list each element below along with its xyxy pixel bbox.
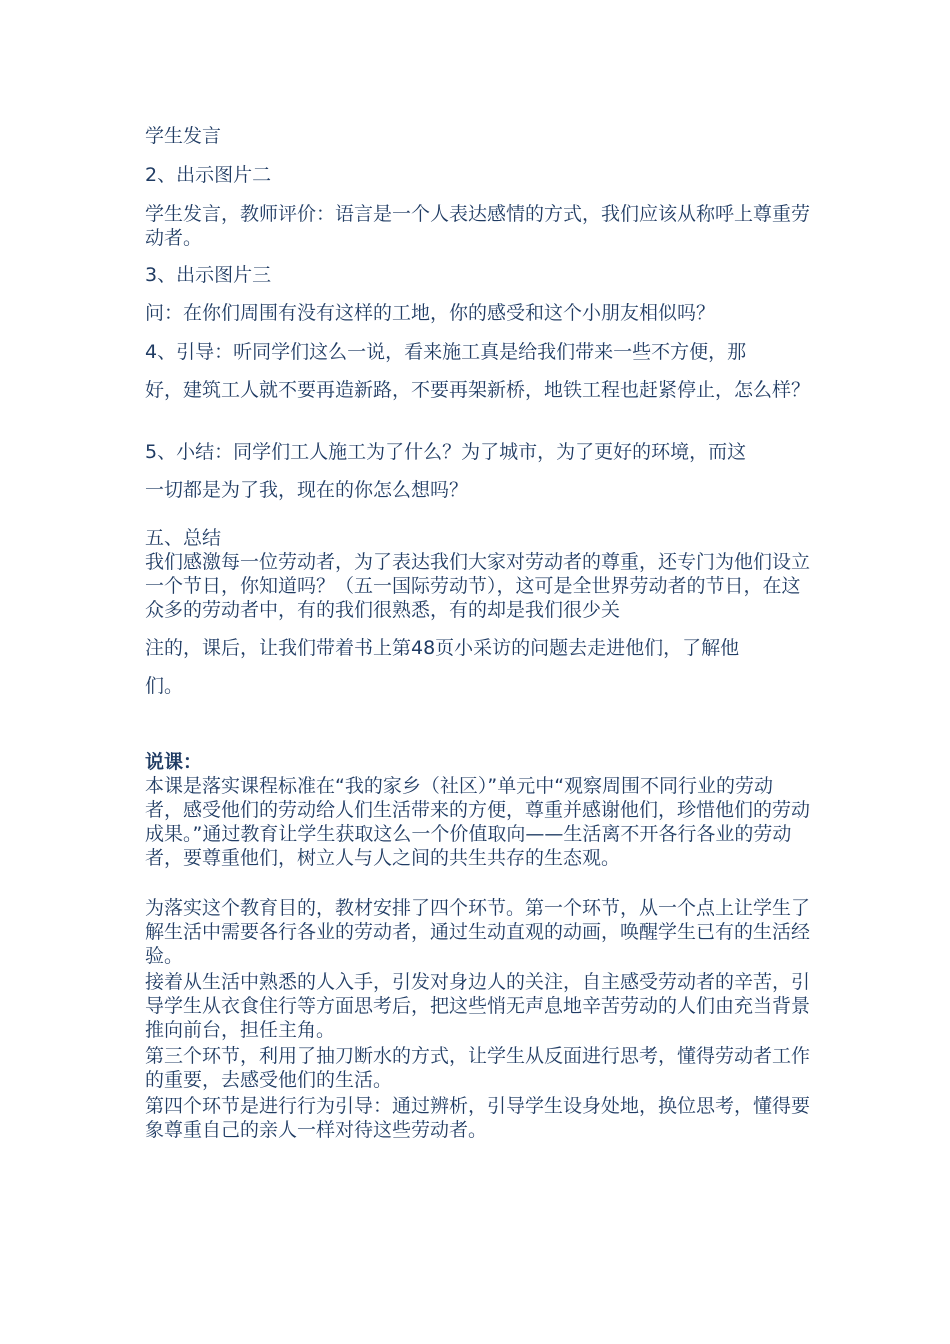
line-teacher-evaluation: 学生发言，教师评价：语言是一个人表达感情的方式，我们应该从称呼上尊重劳动者。 xyxy=(145,203,811,249)
paragraph-lecture-3: 接着从生活中熟悉的人入手，引发对身边人的关注，自主感受劳动者的辛苦，引导学生从衣食住行等方面思考后，把这些悄无声息地辛苦劳动的人们由充当背景推向前台，担任主角。 xyxy=(145,971,811,1041)
paragraph-lecture-1: 本课是落实课程标准在“我的家乡（社区）”单元中“观察周围不同行业的劳动者，感受他们的劳动给人们生活带来的方便，尊重并感谢他们，珍惜他们的劳动成果。”通过教育让学生获取这么一个价值取向——生活离不开各行各业的劳动者，要尊重他们，树立人与人之间的共生共存的生态观。 xyxy=(145,775,811,869)
paragraph-lecture-2: 为落实这个教育目的，教材安排了四个环节。第一个环节，从一个点上让学生了解生活中需要各行各业的劳动者，通过生动直观的动画，唤醒学生已有的生活经验。 xyxy=(145,897,811,967)
line-guide-1: 4、引导：听同学们这么一说，看来施工真是给我们带来一些不方便，那 xyxy=(145,341,747,363)
line-guide-2: 好，建筑工人就不要再造新路，不要再架新桥，地铁工程也赶紧停止，怎么样？ xyxy=(145,379,811,401)
line-summary-1: 5、小结：同学们工人施工为了什么？为了城市，为了更好的环境，而这 xyxy=(145,441,747,463)
line-question: 问：在你们周围有没有这样的工地，你的感受和这个小朋友相似吗？ xyxy=(145,302,716,324)
line-summary-2: 一切都是为了我，现在的你怎么想吗？ xyxy=(145,479,469,501)
paragraph-lecture-5: 第四个环节是进行行为引导：通过辨析，引导学生设身处地，换位思考，懂得要象尊重自己的亲人一样对待这些劳动者。 xyxy=(145,1095,811,1141)
heading-lecture: 说课： xyxy=(145,751,203,773)
line-show-picture-2: 2、出示图片二 xyxy=(145,164,272,186)
line-student-speech: 学生发言 xyxy=(145,125,222,147)
section-heading-conclusion: 五、总结 xyxy=(145,527,222,549)
line-show-picture-3: 3、出示图片三 xyxy=(145,264,272,286)
paragraph-lecture-4: 第三个环节，利用了抽刀断水的方式，让学生从反面进行思考，懂得劳动者工作的重要，去感受他们的生活。 xyxy=(145,1045,811,1091)
paragraph-conclusion: 我们感激每一位劳动者，为了表达我们大家对劳动者的尊重，还专门为他们设立一个节日，你知道吗？（五一国际劳动节），这可是全世界劳动者的节日，在这众多的劳动者中，有的我们很熟悉，有的却是我们很少关 xyxy=(145,551,811,621)
paragraph-conclusion-end: 们。 xyxy=(145,675,184,697)
paragraph-conclusion-cont: 注的，课后，让我们带着书上第48页小采访的问题去走进他们，了解他 xyxy=(145,637,740,659)
